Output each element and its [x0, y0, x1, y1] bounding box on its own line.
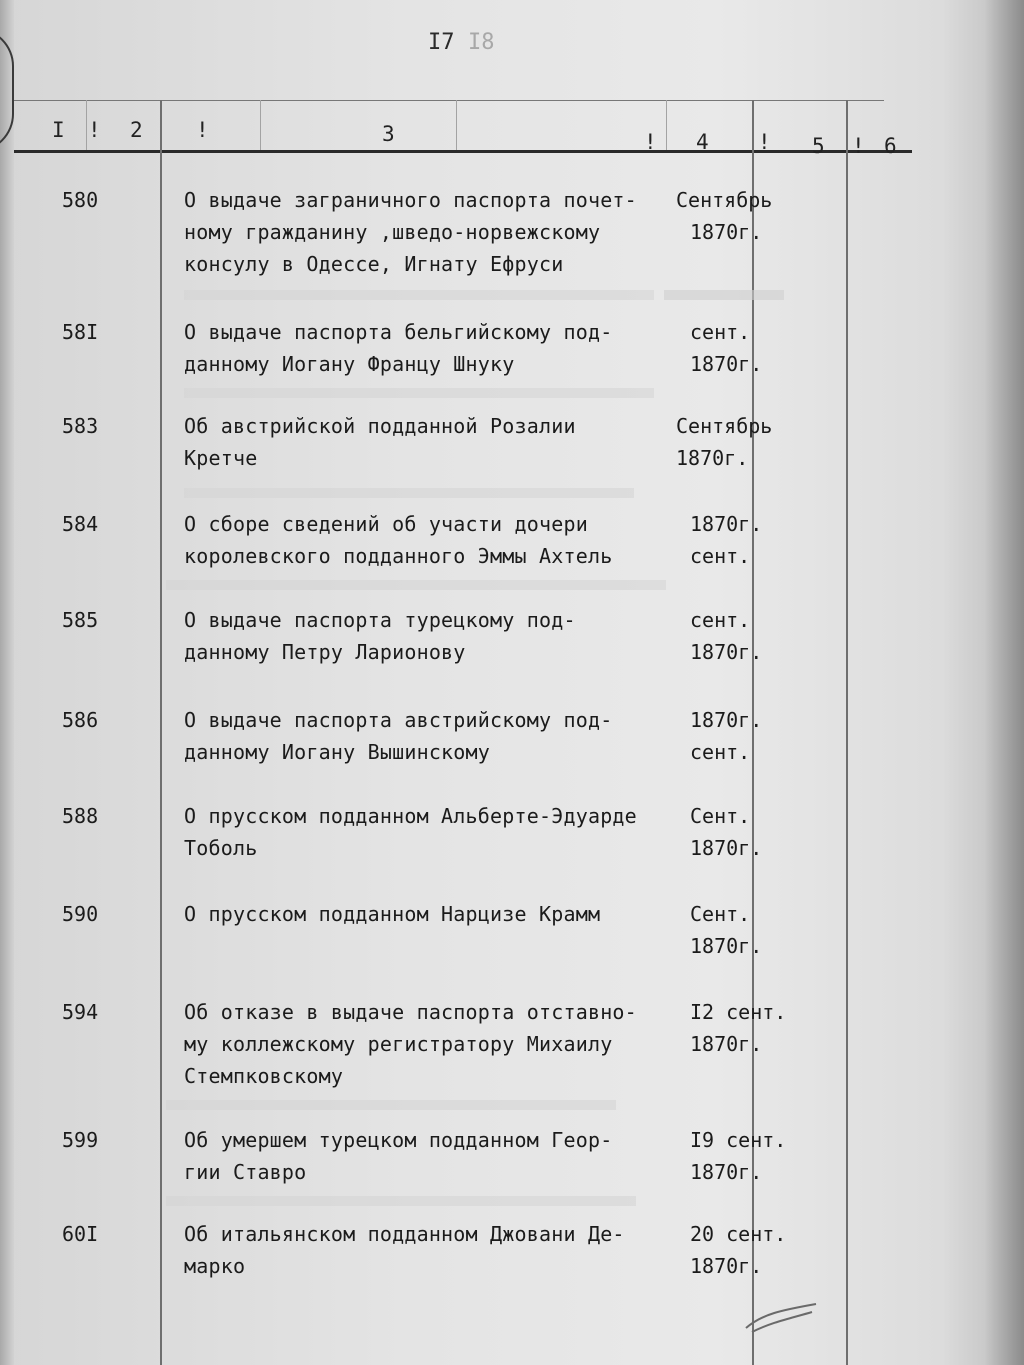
record-title: [184, 316, 670, 380]
record-title: [184, 704, 670, 768]
record-number: 586: [62, 708, 99, 732]
column-divider-7: [846, 100, 848, 1365]
bleed-through-mark: [166, 580, 666, 590]
date-line: Сентябрь: [676, 414, 773, 438]
record-number: 580: [62, 188, 99, 212]
date-line: 1870г.: [690, 352, 763, 376]
record-title: [184, 604, 670, 668]
date-line: Сент.: [690, 804, 751, 828]
record-date: [676, 996, 796, 1060]
pencil-scribble: [742, 1300, 822, 1340]
column-divider-3: [260, 100, 261, 150]
record-title: [184, 1124, 670, 1188]
date-line: I2 сент.: [690, 1000, 787, 1024]
date-line: 20 сент.: [690, 1222, 787, 1246]
date-line: 1870г.: [690, 220, 763, 244]
bleed-through-mark: [664, 290, 784, 300]
record-title: [184, 1218, 670, 1282]
record-number: 584: [62, 512, 99, 536]
title-line: Стемпковскому: [184, 1064, 344, 1088]
bleed-through-mark: [184, 388, 654, 398]
column-divider-5: [666, 100, 667, 150]
title-line: ному гражданину ,шведо-норвежскому: [184, 220, 601, 244]
date-line: I9 сент.: [690, 1128, 787, 1152]
header-sep-5: !: [852, 134, 865, 158]
record-title: [184, 898, 670, 930]
column-divider-1: [86, 100, 87, 150]
record-number: 60I: [62, 1222, 99, 1246]
title-line: му коллежскому регистратору Михаилу: [184, 1032, 613, 1056]
date-line: 1870г.: [676, 446, 749, 470]
record-date: [676, 184, 796, 248]
record-title: [184, 800, 670, 864]
date-line: 1870г.: [690, 1254, 763, 1278]
title-line: Об умершем турецком подданном Геор-: [184, 1128, 613, 1152]
record-number: 599: [62, 1128, 99, 1152]
date-line: 1870г.: [690, 708, 763, 732]
date-line: 1870г.: [690, 836, 763, 860]
column-divider-2: [160, 100, 162, 1365]
title-line: О выдаче паспорта бельгийскому под-: [184, 320, 613, 344]
header-col-2: 2: [130, 118, 143, 142]
record-number: 594: [62, 1000, 99, 1024]
record-number: 590: [62, 902, 99, 926]
record-number: 58I: [62, 320, 99, 344]
title-line: Об австрийской подданной Розалии: [184, 414, 576, 438]
header-col-3: 3: [382, 122, 395, 146]
record-title: [184, 184, 670, 280]
title-line: данному Иогану Францу Шнуку: [184, 352, 515, 376]
record-date: [676, 704, 796, 768]
binding-edge: [0, 0, 14, 1365]
title-line: консулу в Одессе, Игнату Ефруси: [184, 252, 564, 276]
date-line: 1870г.: [690, 934, 763, 958]
header-col-4: 4: [696, 130, 709, 154]
header-sep-4: !: [758, 130, 771, 154]
date-line: Сентябрь: [676, 188, 773, 212]
column-divider-4: [456, 100, 457, 150]
header-sep-2: !: [196, 118, 209, 142]
date-line: 1870г.: [690, 1160, 763, 1184]
date-line: 1870г.: [690, 512, 763, 536]
date-line: сент.: [690, 544, 751, 568]
title-line: О выдаче заграничного паспорта почет-: [184, 188, 637, 212]
page-number: I7: [428, 30, 455, 55]
title-line: О прусском подданном Нарцизе Крамм: [184, 902, 601, 926]
header-col-1: I: [52, 118, 65, 142]
record-date: [676, 898, 796, 962]
record-title: [184, 996, 670, 1092]
record-title: [184, 410, 670, 474]
title-line: О выдаче паспорта турецкому под-: [184, 608, 576, 632]
record-date: [676, 1218, 796, 1282]
date-line: сент.: [690, 740, 751, 764]
header-col-6: 6: [884, 134, 897, 158]
title-line: О сборе сведений об участи дочери: [184, 512, 588, 536]
title-line: данному Петру Ларионову: [184, 640, 466, 664]
title-line: Об итальянском подданном Джовани Де-: [184, 1222, 625, 1246]
record-number: 588: [62, 804, 99, 828]
title-line: гии Ставро: [184, 1160, 307, 1184]
record-date: [676, 604, 796, 668]
title-line: Кретче: [184, 446, 258, 470]
header-rule: [14, 150, 912, 153]
record-date: [676, 800, 796, 864]
date-line: сент.: [690, 608, 751, 632]
title-line: марко: [184, 1254, 246, 1278]
title-line: Об отказе в выдаче паспорта отставно-: [184, 1000, 637, 1024]
record-number: 583: [62, 414, 99, 438]
title-line: Тоболь: [184, 836, 258, 860]
page-shadow: [984, 0, 1024, 1365]
date-line: Сент.: [690, 902, 751, 926]
record-date: [676, 410, 796, 474]
bleed-through-mark: [166, 1196, 636, 1206]
date-line: сент.: [690, 320, 751, 344]
date-line: 1870г.: [690, 1032, 763, 1056]
record-date: [676, 316, 796, 380]
header-sep-1: !: [88, 118, 101, 142]
bleed-through-page-number: I8: [468, 30, 495, 55]
bleed-through-mark: [184, 290, 654, 300]
header-col-5: 5: [812, 134, 825, 158]
record-title: [184, 508, 670, 572]
bleed-through-mark: [184, 488, 634, 498]
bleed-through-mark: [166, 1100, 616, 1110]
record-date: [676, 1124, 796, 1188]
title-line: О прусском подданном Альберте-Эдуарде: [184, 804, 637, 828]
record-number: 585: [62, 608, 99, 632]
title-line: О выдаче паспорта австрийскому под-: [184, 708, 613, 732]
header-sep-3: !: [644, 130, 657, 154]
title-line: данному Иогану Вышинскому: [184, 740, 491, 764]
record-date: [676, 508, 796, 572]
title-line: королевского подданного Эммы Ахтель: [184, 544, 613, 568]
date-line: 1870г.: [690, 640, 763, 664]
